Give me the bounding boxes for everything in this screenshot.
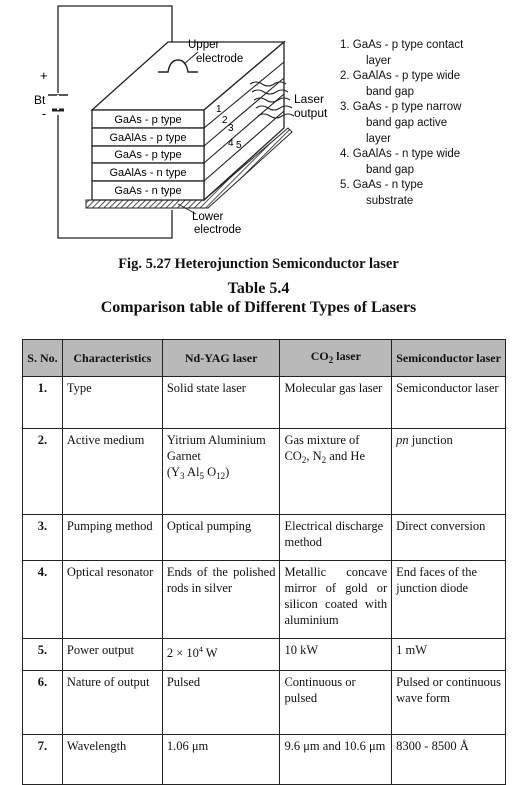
legend-num: 3. (340, 101, 350, 114)
table-row (23, 671, 506, 735)
header-ndyag: Nd-YAG laser (162, 340, 280, 377)
legend-text: GaAs - n type (352, 179, 424, 192)
upper-electrode-label-1: Upper (188, 39, 220, 51)
legend-item (340, 100, 515, 147)
power-exponent: 4 (198, 645, 203, 654)
ndyag-medium-name: Yitrium Aluminium Garnet (166, 433, 266, 463)
legend-item (340, 178, 515, 209)
table-subtitle: Comparison table of Different Types of Lasers (100, 299, 417, 316)
cell-semiconductor (392, 429, 506, 515)
legend-text: band gap (366, 85, 414, 98)
header-semiconductor: Semiconductor laser (392, 340, 506, 377)
header-co2-sub: 2 (328, 354, 334, 365)
layer-label-4: GaAlAs - n type (109, 167, 187, 179)
cell-ndyag: Optical pumping (162, 515, 280, 561)
cell-co2: Metallic concave mirror of gold or silicon coated with aluminium (280, 561, 392, 639)
layer-number-4: 4 (228, 138, 234, 149)
table-title: Table 5.4 (227, 280, 290, 297)
cell-sno: 3. (23, 515, 63, 561)
cell-ndyag: Solid state laser (162, 377, 280, 429)
battery-minus-sign: - (42, 106, 47, 121)
table-row (23, 429, 506, 515)
legend-text: band gap active (366, 116, 448, 129)
cell-sno: 5. (23, 639, 63, 671)
layer-legend (340, 38, 515, 210)
table-row (23, 735, 506, 785)
table-header-row (23, 340, 506, 377)
layer-label-2: GaAlAs - p type (109, 132, 187, 144)
cell-semiconductor: 1 mW (392, 639, 506, 671)
cell-characteristic: Power output (62, 639, 162, 671)
cell-ndyag: Ends of the polished rods in silver (162, 561, 280, 639)
legend-item (340, 38, 515, 69)
table-row (23, 639, 506, 671)
upper-electrode-label-2: electrode (196, 53, 244, 65)
header-co2-post: laser (333, 348, 361, 363)
cell-semiconductor: End faces of the junction diode (392, 561, 506, 639)
table-row (23, 561, 506, 639)
table-row (23, 377, 506, 429)
legend-text: layer (366, 132, 391, 145)
layer-number-1: 1 (216, 104, 222, 115)
laser-output-label-1: Laser (294, 92, 325, 106)
cell-semiconductor: Pulsed or continuous wave form (392, 671, 506, 735)
cell-sno: 7. (23, 735, 63, 785)
legend-item (340, 69, 515, 100)
cell-co2: Electrical discharge method (280, 515, 392, 561)
header-co2 (280, 340, 392, 377)
cell-ndyag: 1.06 μm (162, 735, 280, 785)
cell-characteristic: Wavelength (62, 735, 162, 785)
cell-ndyag (162, 639, 280, 671)
cell-ndyag: Yitrium Aluminium Garnet ($Y_3$ $Al_5$ $O_{12}$) (162, 429, 280, 515)
laser-comparison-table (22, 339, 506, 785)
semi-junction-text: junction (408, 433, 453, 447)
cell-semiconductor: Direct conversion (392, 515, 506, 561)
header-characteristics: Characteristics (62, 340, 162, 377)
cell-characteristic: Optical resonator (62, 561, 162, 639)
legend-text: band gap (366, 163, 414, 176)
cell-characteristic: Nature of output (62, 671, 162, 735)
power-base: 2 × 10 (166, 646, 199, 660)
cell-semiconductor: Semiconductor laser (392, 377, 506, 429)
cell-co2: Gas mixture of $CO_2$, $N_2$ and He (280, 429, 392, 515)
legend-text: substrate (366, 194, 414, 207)
legend-text: GaAs - p type narrow (352, 101, 462, 114)
figure-caption: Fig. 5.27 Heterojunction Semiconductor laser (118, 256, 399, 272)
cell-co2: 9.6 μm and 10.6 μm (280, 735, 392, 785)
co2-medium-text: Gas mixture of (284, 433, 360, 447)
legend-text: GaAs - p type contact (352, 39, 464, 51)
cell-sno: 6. (23, 671, 63, 735)
layer-label-1: GaAs - p type (114, 114, 182, 126)
cell-sno: 4. (23, 561, 63, 639)
battery-label: Bt (34, 93, 46, 107)
cell-characteristic: Pumping method (62, 515, 162, 561)
cell-co2: Continuous or pulsed (280, 671, 392, 735)
header-co2-pre: CO (310, 348, 329, 363)
power-unit: W (202, 646, 218, 660)
legend-num: 1. (340, 39, 350, 51)
legend-text: GaAlAs - p type wide (352, 70, 461, 83)
battery-plus-sign: + (40, 68, 48, 83)
legend-num: 5. (340, 179, 350, 192)
cell-co2: 10 kW (280, 639, 392, 671)
layer-label-5: GaAs - n type (114, 185, 182, 197)
cell-ndyag: Pulsed (162, 671, 280, 735)
cell-semiconductor: 8300 - 8500 Å (392, 735, 506, 785)
layer-label-3: GaAs - p type (114, 149, 182, 161)
cell-characteristic: Active medium (62, 429, 162, 515)
header-sno: S. No. (23, 340, 63, 377)
lower-electrode-label-2: electrode (194, 224, 242, 236)
cell-sno: 1. (23, 377, 63, 429)
layer-number-5: 5 (236, 140, 242, 151)
pn-italic: pn (396, 433, 409, 447)
lower-electrode-label-1: Lower (192, 211, 224, 223)
laser-output-label-2: output (294, 106, 328, 120)
layer-number-2: 2 (222, 115, 228, 126)
cell-sno: 2. (23, 429, 63, 515)
cell-characteristic: Type (62, 377, 162, 429)
cell-co2: Molecular gas laser (280, 377, 392, 429)
table-row (23, 515, 506, 561)
legend-num: 2. (340, 70, 350, 83)
legend-text: GaAlAs - n type wide (352, 148, 461, 161)
layer-number-3: 3 (228, 123, 234, 134)
legend-text: layer (366, 54, 391, 67)
legend-num: 4. (340, 148, 350, 161)
legend-item (340, 147, 515, 178)
